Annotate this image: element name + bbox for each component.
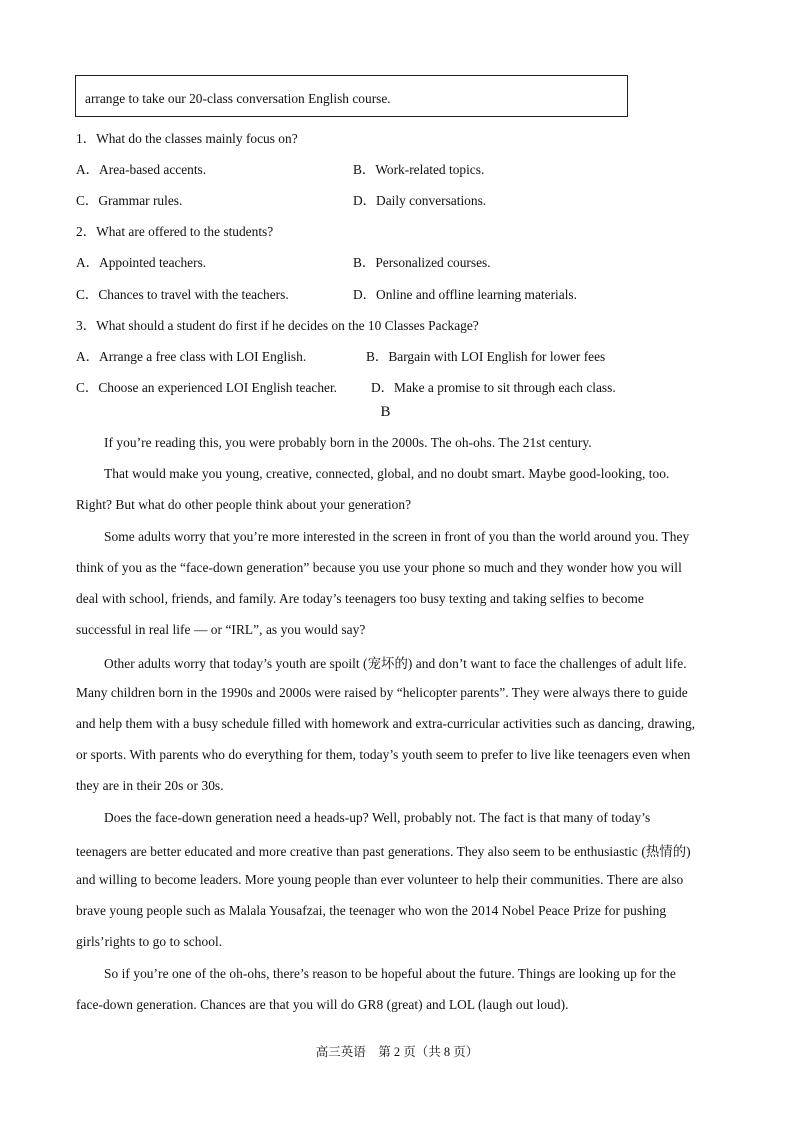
question-3-option-b: B．Bargain with LOI English for lower fees <box>366 349 606 364</box>
question-3-option-a: A．Arrange a free class with LOI English. <box>76 349 307 364</box>
passage-line: think of you as the “face-down generation” because you use your phone so much and they wonder how you will <box>76 560 682 575</box>
question-1-option-c: C．Grammar rules. <box>76 193 183 208</box>
passage-line: Does the face-down generation need a heads-up? Well, probably not. The fact is that many of today’s <box>104 810 651 825</box>
question-3-option-c: C．Choose an experienced LOI English teacher. <box>76 380 338 395</box>
passage-line: That would make you young, creative, connected, global, and no doubt smart. Maybe good-looking, too. <box>104 466 670 481</box>
question-1-option-b: B．Work-related topics. <box>353 162 485 177</box>
question-1-option-d: D．Daily conversations. <box>353 193 487 208</box>
passage-line: face-down generation. Chances are that you will do GR8 (great) and LOL (laugh out loud). <box>76 997 569 1012</box>
page-footer: 高三英语 第 2 页（共 8 页） <box>315 1045 479 1059</box>
passage-line: Some adults worry that you’re more interested in the screen in front of you than the world around you. They <box>104 529 690 544</box>
question-2-option-b: B．Personalized courses. <box>353 255 491 270</box>
passage-line: Right? But what do other people think about your generation? <box>76 497 412 512</box>
passage-line: Many children born in the 1990s and 2000s were raised by “helicopter parents”. They were always there to guide <box>76 685 688 700</box>
box-text: arrange to take our 20-class conversation English course. <box>85 91 391 106</box>
passage-line: Other adults worry that today’s youth are spoilt (宠坏的) and don’t want to face the challenges of adult life. <box>104 656 687 671</box>
question-1-stem: 1．What do the classes mainly focus on? <box>76 131 298 146</box>
question-3-stem: 3．What should a student do first if he decides on the 10 Classes Package? <box>76 318 479 333</box>
passage-line: they are in their 20s or 30s. <box>76 778 224 793</box>
passage-line: deal with school, friends, and family. Are today’s teenagers too busy texting and taking selfies to become <box>76 591 644 606</box>
section-b-heading: B <box>380 404 391 420</box>
passage-line: and willing to become leaders. More young people than ever volunteer to help their communities. There are also <box>76 872 684 887</box>
passage-line: and help them with a busy schedule filled with homework and extra-curricular activities such as dancing, drawing, <box>76 716 696 731</box>
question-2-option-d: D．Online and offline learning materials. <box>353 287 577 302</box>
passage-line: or sports. With parents who do everything for them, today’s youth seem to prefer to live like teenagers even when <box>76 747 691 762</box>
question-3-option-d: D．Make a promise to sit through each class. <box>371 380 616 395</box>
text-box <box>75 75 628 117</box>
question-2-option-c: C．Chances to travel with the teachers. <box>76 287 289 302</box>
question-2-option-a: A．Appointed teachers. <box>76 255 207 270</box>
passage-line: successful in real life — or “IRL”, as you would say? <box>76 622 366 637</box>
passage-line: teenagers are better educated and more creative than past generations. They also seem to be enthusiastic (热情的) <box>76 844 691 859</box>
question-2-stem: 2．What are offered to the students? <box>76 224 274 239</box>
passage-line: brave young people such as Malala Yousafzai, the teenager who won the 2014 Nobel Peace Prize for pushing <box>76 903 667 918</box>
passage-line: If you’re reading this, you were probably born in the 2000s. The oh-ohs. The 21st century. <box>104 435 592 450</box>
question-1-option-a: A．Area-based accents. <box>76 162 207 177</box>
passage-line: girls’rights to go to school. <box>76 934 223 949</box>
passage-line: So if you’re one of the oh-ohs, there’s reason to be hopeful about the future. Things are looking up for the <box>104 966 676 981</box>
